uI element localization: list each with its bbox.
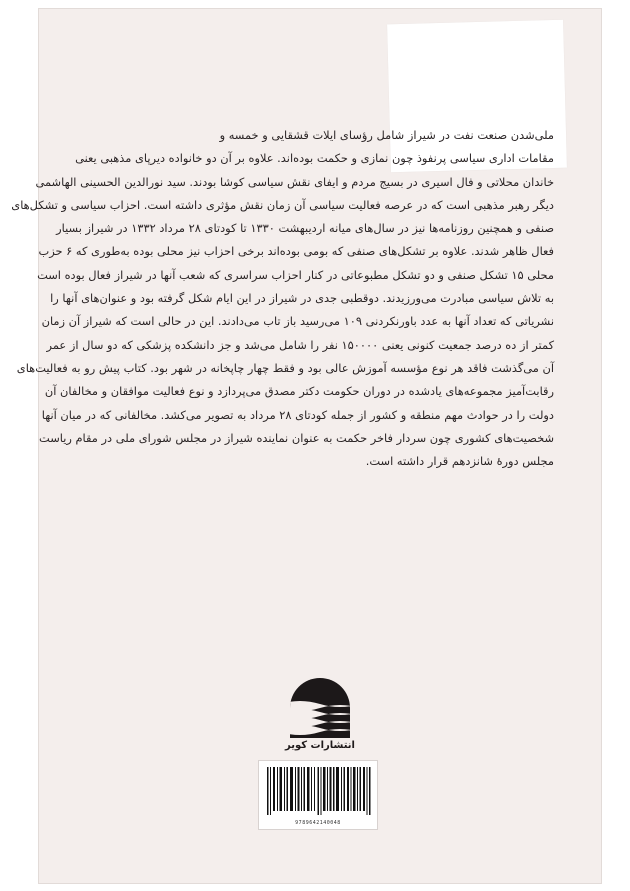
blurb-line: به تلاش سیاسی مبادرت می‌ورزیدند. دوقطبی جدی در شیراز در این ایام شکل گرفته بود و عنوان‌های آنها را [50,291,554,306]
publisher-name: انتشارات کویر [285,740,355,751]
blurb-line: دولت را در حوادث مهم منطقه و کشور از جمله کودتای ۲۸ مرداد به تصویر می‌کشد. مخالفانی که در میان آنها [41,407,554,422]
blurb-line: نشریاتی که تعداد آنها به عدد باورنکردنی ۱۰۹ می‌رسید باز تاب می‌دادند. این در حالی است که شیراز آن زمان [41,314,554,329]
blurb-line: فعال ظاهر شدند. علاوه بر تشکل‌های صنفی که بومی بوده‌اند برخی احزاب نیز محلی بوده به‌طوری که ۶ حزب [38,244,554,259]
back-cover-blurb [11,124,554,473]
blurb-line: دیگر رهبر مذهبی است که در عرصه فعالیت سیاسی آن زمان نقش مؤثری داشته است. احزاب سیاسی و تشکل‌های [11,197,554,212]
blurb-line: مجلس دورهٔ شانزدهم قرار داشته است. [365,454,554,469]
barcode-icon [267,767,371,815]
blurb-line: خاندان محلاتی و فال اسیری در بسیج مردم و ایفای نقش سیاسی کوشا بودند. سید نورالدین الحسینی الهاشمی [35,174,554,189]
isbn-barcode [258,760,378,830]
isbn-number: 9789642140048 [295,820,341,826]
publisher-logo-icon [280,668,360,744]
blurb-line: آن می‌گذشت فاقد هر نوع مؤسسه آموزش عالی بود و فقط چهار چاپخانه در شهر بود. کتاب پیش رو به فعالیت‌های [16,360,554,375]
blurb-line: مقامات اداری سیاسی پرنفوذ چون نمازی و حکمت بوده‌اند. علاوه بر آن دو خانواده دیرپای مذهبی یعنی [75,151,554,166]
blurb-line: ملی‌شدن صنعت نفت در شیراز شامل رؤسای ایلات قشقایی و خمسه و [219,128,554,142]
blurb-line: صنفی و همچنین روزنامه‌ها نیز در سال‌های میانه اردیبهشت ۱۳۳۰ تا کودتای ۲۸ مرداد ۱۳۳۲ در شیراز بسیار [56,221,554,236]
blurb-line: محلی ۱۵ تشکل صنفی و دو تشکل مطبوعاتی در کنار احزاب سراسری که شعب آنها در شیراز فعال بوده است [37,267,554,282]
blurb-line: شخصیت‌های کشوری چون سردار فاخر حکمت به عنوان نماینده شیراز در مجلس شورای ملی در مقام ریاست [39,430,554,445]
blurb-line: رقابت‌آمیز مجموعه‌های یادشده در دوران حکومت دکتر مصدق می‌پردازد و نوع فعالیت موافقان و مخالفان آن [44,384,554,399]
blurb-line: کمتر از ده درصد جمعیت کنونی یعنی ۱۵۰۰۰۰ نفر را شامل می‌شد و جز دانشکده پزشکی که دو سال از عمر [46,337,554,352]
